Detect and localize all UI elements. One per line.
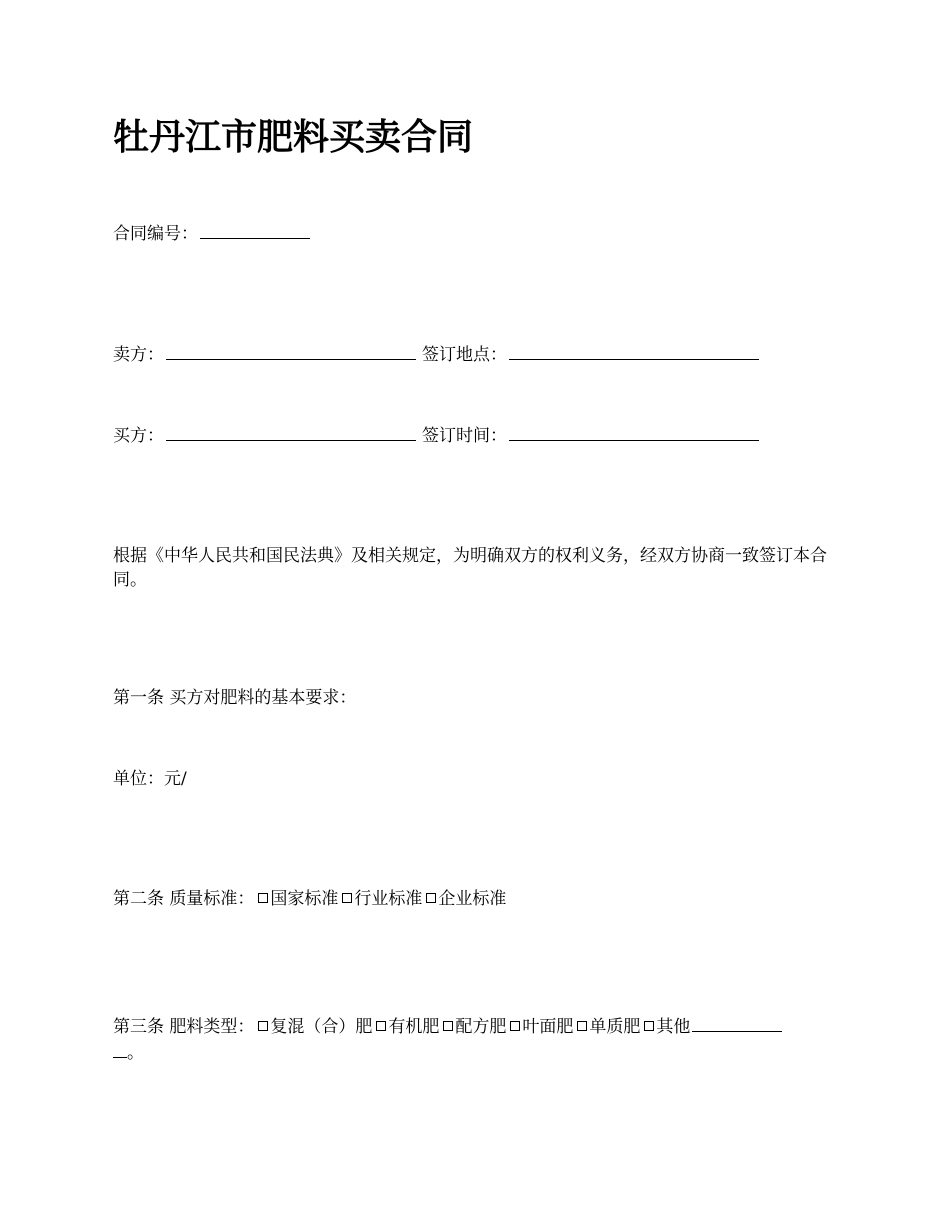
other-field-continued[interactable]: [113, 1039, 127, 1058]
unit-line: 单位：元/: [113, 769, 187, 789]
option-compound-fertilizer: 复混（合）肥: [270, 1017, 373, 1037]
option-foliar-fertilizer: 叶面肥: [522, 1017, 574, 1037]
buyer-field[interactable]: [166, 422, 416, 441]
option-enterprise-standard: 企业标准: [438, 889, 507, 909]
intro-paragraph: 根据《中华人民共和国民法典》及相关规定，为明确双方的权利义务，经双方协商一致签订本合同。: [113, 546, 827, 590]
seller-label: 卖方：: [113, 345, 164, 365]
sign-time-label: 签订时间：: [422, 426, 507, 446]
checkbox-other[interactable]: [644, 1021, 654, 1031]
seller-field[interactable]: [166, 341, 416, 360]
checkbox-national-standard[interactable]: [258, 893, 268, 903]
article-3-end: 。: [127, 1043, 144, 1063]
article-2-label: 第二条 质量标准：: [113, 889, 255, 909]
option-industry-standard: 行业标准: [354, 889, 423, 909]
checkbox-industry-standard[interactable]: [342, 893, 352, 903]
sign-place-field[interactable]: [509, 341, 759, 360]
contract-number-label: 合同编号：: [113, 224, 198, 244]
sign-time-field[interactable]: [509, 422, 759, 441]
checkbox-foliar-fertilizer[interactable]: [510, 1021, 520, 1031]
article-3-label: 第三条 肥料类型：: [113, 1017, 255, 1037]
checkbox-compound-fertilizer[interactable]: [258, 1021, 268, 1031]
other-field[interactable]: [692, 1013, 782, 1032]
contract-number-line: [113, 220, 310, 246]
page-title: 牡丹江市肥料买卖合同: [113, 116, 474, 158]
option-organic-fertilizer: 有机肥: [388, 1017, 440, 1037]
contract-number-field[interactable]: [200, 220, 310, 239]
checkbox-formula-fertilizer[interactable]: [443, 1021, 453, 1031]
article-2: [113, 887, 506, 911]
buyer-line: [113, 422, 759, 448]
checkbox-enterprise-standard[interactable]: [426, 893, 436, 903]
option-single-fertilizer: 单质肥: [589, 1017, 641, 1037]
article-3: [113, 1013, 841, 1065]
option-formula-fertilizer: 配方肥: [455, 1017, 507, 1037]
checkbox-organic-fertilizer[interactable]: [376, 1021, 386, 1031]
article-1: 第一条 买方对肥料的基本要求：: [113, 688, 357, 708]
buyer-label: 买方：: [113, 426, 164, 446]
sign-place-label: 签订地点：: [422, 345, 507, 365]
option-national-standard: 国家标准: [270, 889, 339, 909]
checkbox-single-fertilizer[interactable]: [577, 1021, 587, 1031]
option-other: 其他: [656, 1017, 691, 1037]
seller-line: [113, 341, 759, 367]
